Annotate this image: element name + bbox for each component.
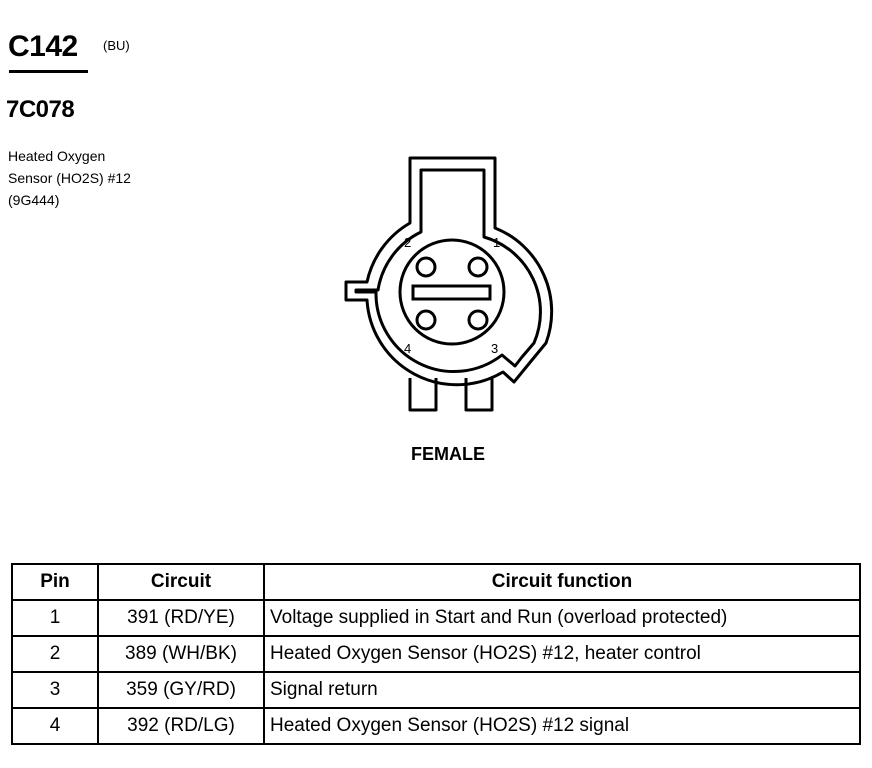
table-row <box>12 600 860 636</box>
function-cell: Voltage supplied in Start and Run (overload protected) <box>264 600 860 636</box>
circuit-cell: 389 (WH/BK) <box>98 636 264 672</box>
connector-id: C142 <box>8 30 78 63</box>
pin-cell: 2 <box>12 636 98 672</box>
pin-terminal-4 <box>417 311 435 329</box>
part-number: 7C078 <box>6 96 75 123</box>
pin-cavity-ring <box>400 240 504 344</box>
function-cell: Heated Oxygen Sensor (HO2S) #12, heater control <box>264 636 860 672</box>
description-line: Heated Oxygen <box>8 148 106 164</box>
pin-label-1: 1 <box>493 235 501 250</box>
pin-terminal-3 <box>469 311 487 329</box>
pin-table <box>11 563 861 745</box>
view-label: FEMALE <box>411 444 485 464</box>
function-cell: Signal return <box>264 672 860 708</box>
header-pin: Pin <box>12 564 98 600</box>
description-line: (9G444) <box>8 192 60 208</box>
function-cell: Heated Oxygen Sensor (HO2S) #12 signal <box>264 708 860 744</box>
table-row <box>12 708 860 744</box>
pin-label-4: 4 <box>404 341 412 356</box>
center-key-slot <box>413 286 490 299</box>
circuit-cell: 359 (GY/RD) <box>98 672 264 708</box>
pin-cell: 3 <box>12 672 98 708</box>
circuit-cell: 392 (RD/LG) <box>98 708 264 744</box>
header-circuit: Circuit <box>98 564 264 600</box>
table-row <box>12 636 860 672</box>
header-circuit-function: Circuit function <box>264 564 860 600</box>
connector-housing-inner <box>356 170 540 372</box>
table-header-row <box>12 564 860 600</box>
color-code: (BU) <box>103 38 130 53</box>
pin-cell: 4 <box>12 708 98 744</box>
table-row <box>12 672 860 708</box>
description-line: Sensor (HO2S) #12 <box>8 170 131 186</box>
circuit-cell: 391 (RD/YE) <box>98 600 264 636</box>
pin-terminal-1 <box>469 258 487 276</box>
connector-housing-outline <box>346 158 552 385</box>
pin-cell: 1 <box>12 600 98 636</box>
pin-terminal-2 <box>417 258 435 276</box>
pin-label-3: 3 <box>491 341 499 356</box>
pin-label-2: 2 <box>404 235 412 250</box>
